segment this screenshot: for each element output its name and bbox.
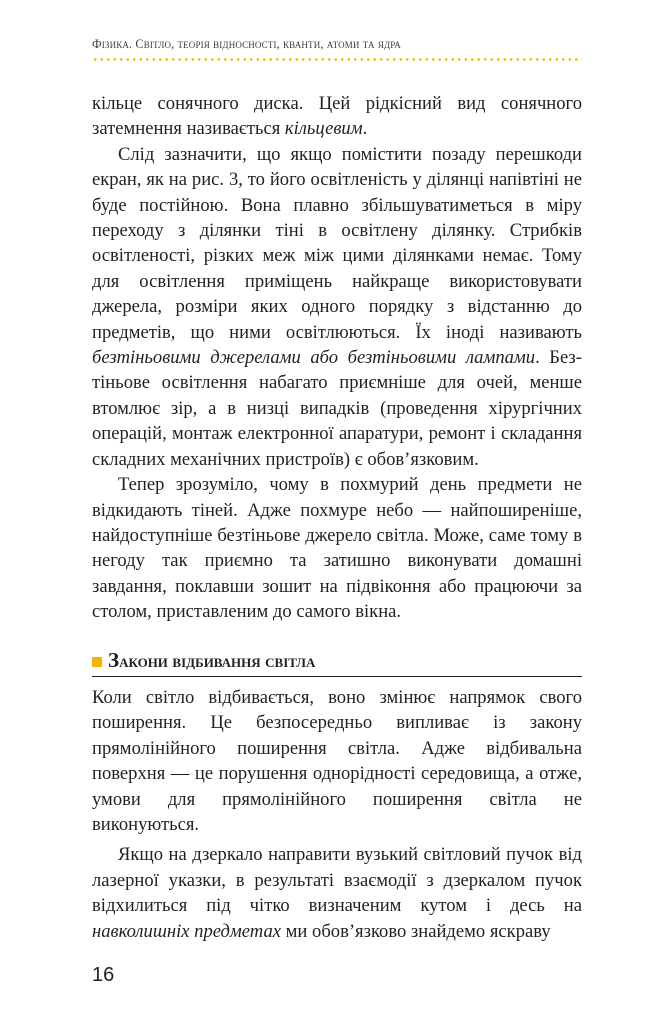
section-heading [92, 648, 582, 677]
body-text-top [92, 91, 582, 625]
paragraph-3-text: Тепер зрозуміло, чому в похмурий день предмети не відкидають тіней. Адже похмуре небо — найпоширеніше, найдоступніше безтіньове джерело світла. Може, саме тому в негоду так приємно та затишно виконувати домашні завдання, поклавши зошит на підвіконня або працюючи за столом, приставленим до самого вікна. [92, 474, 582, 623]
body-text-bottom [92, 685, 582, 944]
paragraph-2-italic: безтіньовими джерелами або безтіньовими лампами [92, 347, 536, 369]
paragraph-4 [92, 685, 582, 837]
paragraph-1-italic: кільцевим [284, 118, 363, 140]
section-title-rest: акони відбивання світла [119, 651, 316, 671]
paragraph-2-end: . Безтіньове освітлення набагато приємніше для очей, менше втомлює зір, а в низці випадків (проведення хірургічних операцій, монтаж електронної апаратури, ремонт і складання складних механічних пристроїв) є обов’язковим. [92, 347, 582, 470]
paragraph-5-text: Якщо на дзеркало направити вузький світловий пучок від лазерної указки, в результаті взаємодії з дзеркалом пучок відхилиться під чітко визначеним кутом і десь на [92, 844, 582, 917]
paragraph-3 [92, 472, 582, 624]
paragraph-2 [92, 142, 582, 472]
section-title [108, 648, 315, 673]
section-title-initial: З [108, 648, 120, 672]
bullet-square-icon [92, 657, 102, 667]
page-number: 16 [92, 964, 115, 986]
paragraph-5-end: ми обов’язково знайдемо яскраву [281, 920, 551, 942]
paragraph-5 [92, 842, 582, 944]
paragraph-1-end: . [362, 118, 368, 140]
paragraph-4-text: Коли світло відбивається, воно змінює напрямок свого поширення. Це безпосередньо випливає із закону прямолінійного поширення світла. Адже відбивальна поверхня — це порушення однорідності середовища, а отже, умови для прямолінійного поширення світла не виконуються. [92, 687, 582, 836]
running-head [92, 37, 582, 52]
paragraph-1 [92, 91, 582, 142]
dotted-rule [92, 58, 582, 61]
paragraph-2-text: Слід зазначити, що якщо помістити позаду перешкоди екран, як на рис. 3, то його освітленість у ділянці напівтіні не буде постійною. Вона плавно збільшуватиметься в міру переходу з ділянки тіні в освітлену ділянку. Стрибків освітленості, різких меж між цими ділянками немає. Тому для освітлення приміщень найкраще використовувати джерела, розміри яких одного порядку з відстанню до предметів, що ними освітлюються. Їх іноді називають [92, 143, 582, 343]
paragraph-5-italic: навколишніх предметах [92, 920, 282, 942]
running-head-text: Фізика. Світло, теорія відносності, кванти, атоми та ядра [92, 37, 401, 51]
paragraph-1-text: кільце сонячного диска. Цей рідкісний вид сонячного затемнення називається [92, 93, 582, 140]
